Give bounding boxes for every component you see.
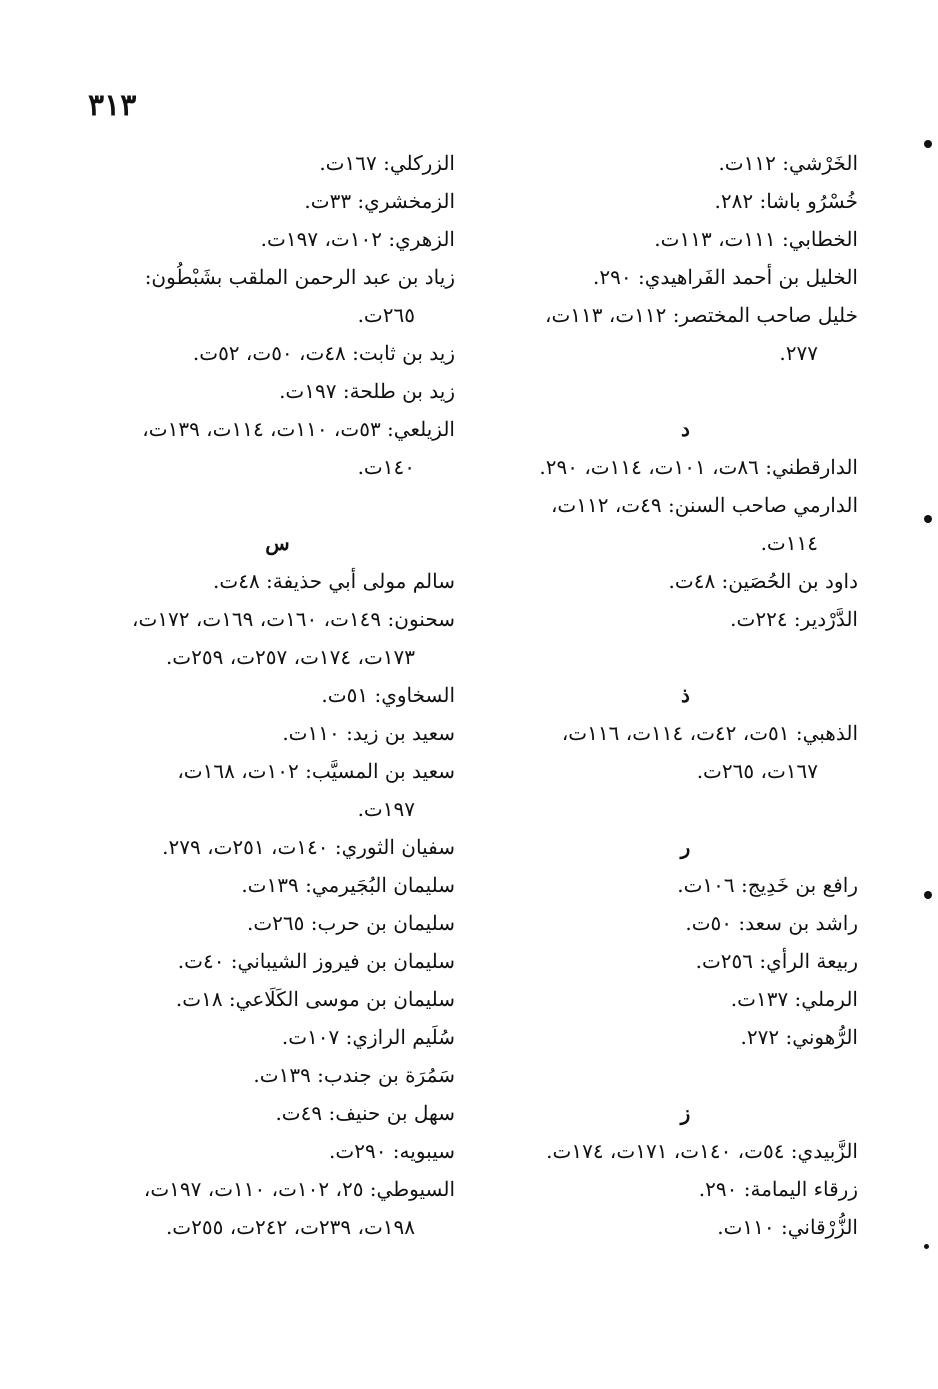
index-entry-continuation: ١٧٣ت، ١٧٤ت، ٢٥٧ت، ٢٥٩ت. [165, 645, 415, 669]
index-entry: الزَّبيدي: ٥٤ت، ١٤٠ت، ١٧١ت، ١٧٤ت. [546, 1139, 858, 1163]
index-entry: الخليل بن أحمد الفَراهيدي: ٢٩٠. [593, 265, 858, 289]
index-entry-continuation: ٢٦٥ت. [357, 303, 415, 327]
section-letter-heading: س [265, 531, 290, 555]
page-number: ٣١٣ [88, 88, 137, 123]
section-letter-heading: ز [680, 1101, 691, 1125]
index-entry: الزمخشري: ٣٣ت. [304, 189, 455, 213]
blank-line [100, 486, 455, 524]
index-entry-continuation: ١٤٠ت. [357, 455, 415, 479]
section-letter-heading: ذ [681, 683, 690, 707]
margin-mark [924, 1244, 929, 1249]
index-entry: خليل صاحب المختصر: ١١٢ت، ١١٣ت، [545, 303, 858, 327]
index-entry: سحنون: ١٤٩ت، ١٦٠ت، ١٦٩ت، ١٧٢ت، [132, 607, 455, 631]
index-entry: الخَرْشي: ١١٢ت. [718, 151, 858, 175]
margin-mark [924, 891, 932, 899]
index-entry: الخطابي: ١١١ت، ١١٣ت. [654, 227, 858, 251]
margin-mark [924, 515, 932, 523]
index-entry: الرُّهوني: ٢٧٢. [740, 1025, 858, 1049]
index-entry: السخاوي: ٥١ت. [321, 683, 455, 707]
index-entry: سالم مولى أبي حذيفة: ٤٨ت. [213, 569, 455, 593]
index-column-right [513, 144, 858, 1246]
index-entry: سعيد بن المسيَّب: ١٠٢ت، ١٦٨ت، [177, 759, 455, 783]
index-entry: الرملي: ١٣٧ت. [730, 987, 858, 1011]
index-entry: سليمان البُجَيرمي: ١٣٩ت. [241, 873, 455, 897]
index-entry: سليمان بن موسى الكَلَاعي: ١٨ت. [175, 987, 455, 1011]
index-entry: سُلَيم الرازي: ١٠٧ت. [281, 1025, 455, 1049]
index-entry: راشد بن سعد: ٥٠ت. [685, 911, 858, 935]
index-entry: الزهري: ١٠٢ت، ١٩٧ت. [260, 227, 455, 251]
index-entry-continuation: ٢٧٧. [779, 341, 818, 365]
index-entry: سعيد بن زيد: ١١٠ت. [282, 721, 455, 745]
index-entry: الزُّرْقاني: ١١٠ت. [717, 1215, 858, 1239]
blank-line [513, 1056, 858, 1094]
index-entry: الدَّرْدير: ٢٢٤ت. [730, 607, 858, 631]
index-entry: زيد بن طلحة: ١٩٧ت. [279, 379, 455, 403]
index-entry: زياد بن عبد الرحمن الملقب بشَبْطُون: [144, 265, 455, 289]
index-entry: خُسْرُو باشا: ٢٨٢. [714, 189, 858, 213]
index-entry: سَمُرَة بن جندب: ١٣٩ت. [253, 1063, 455, 1087]
index-entry-continuation: ١٦٧ت، ٢٦٥ت. [696, 759, 818, 783]
index-column-left [100, 144, 455, 1246]
blank-line [513, 790, 858, 828]
index-entry: سليمان بن حرب: ٢٦٥ت. [246, 911, 455, 935]
index-entry: زرقاء اليمامة: ٢٩٠. [698, 1177, 858, 1201]
index-entry-continuation: ١١٤ت. [760, 531, 818, 555]
index-entry: داود بن الحُصَين: ٤٨ت. [668, 569, 858, 593]
index-entry: سيبويه: ٢٩٠ت. [329, 1139, 455, 1163]
index-entry: ربيعة الرأي: ٢٥٦ت. [695, 949, 858, 973]
index-entry: الدارمي صاحب السنن: ٤٩ت، ١١٢ت، [550, 493, 858, 517]
index-entry: الزيلعي: ٥٣ت، ١١٠ت، ١١٤ت، ١٣٩ت، [142, 417, 455, 441]
index-entry: الزركلي: ١٦٧ت. [319, 151, 455, 175]
section-letter-heading: ر [680, 835, 691, 859]
section-letter-heading: د [681, 417, 690, 441]
index-entry: سليمان بن فيروز الشيباني: ٤٠ت. [177, 949, 455, 973]
index-entry-continuation: ١٩٨ت، ٢٣٩ت، ٢٤٢ت، ٢٥٥ت. [165, 1215, 415, 1239]
index-entry: الذهبي: ٥١ت، ٤٢ت، ١١٤ت، ١١٦ت، [561, 721, 858, 745]
index-entry: رافع بن خَدِيج: ١٠٦ت. [677, 873, 858, 897]
index-entry: سفيان الثوري: ١٤٠ت، ٢٥١ت، ٢٧٩. [162, 835, 455, 859]
blank-line [513, 372, 858, 410]
index-entry: السيوطي: ٢٥، ١٠٢ت، ١١٠ت، ١٩٧ت، [143, 1177, 455, 1201]
blank-line [513, 638, 858, 676]
index-entry: الدارقطني: ٨٦ت، ١٠١ت، ١١٤ت، ٢٩٠. [539, 455, 858, 479]
index-entry: سهل بن حنيف: ٤٩ت. [275, 1101, 455, 1125]
index-entry: زيد بن ثابت: ٤٨ت، ٥٠ت، ٥٢ت. [192, 341, 455, 365]
index-entry-continuation: ١٩٧ت. [357, 797, 415, 821]
margin-mark [924, 140, 932, 148]
